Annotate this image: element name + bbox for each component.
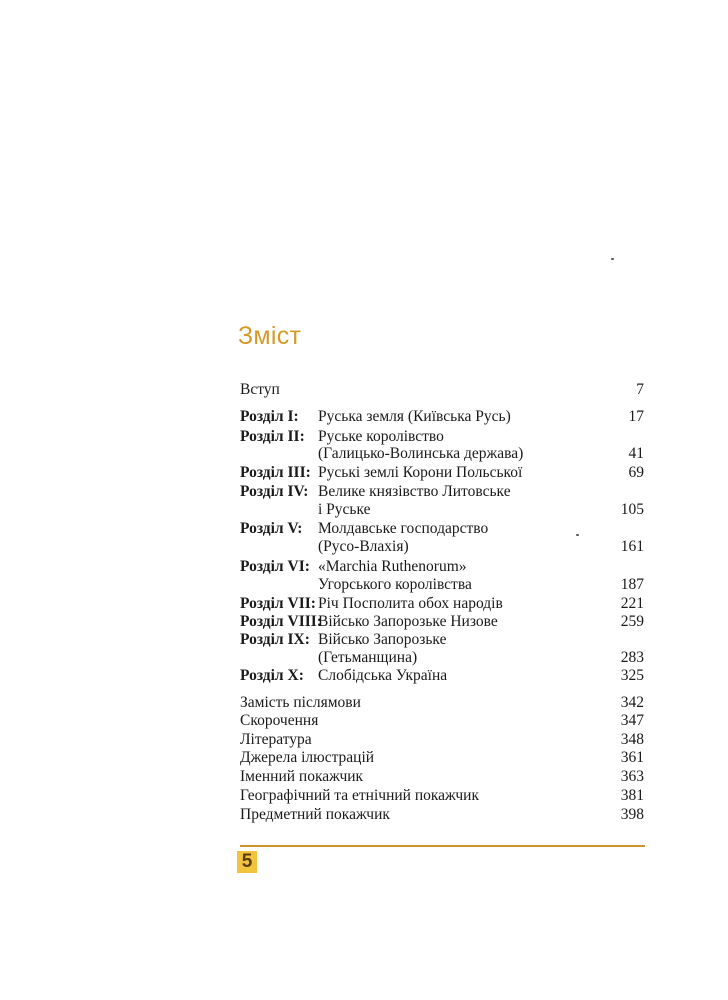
toc-entry-title: Предметний покажчик (240, 806, 390, 823)
toc-entry-title: Скорочення (240, 712, 319, 729)
toc-entry-title: Іменний покажчик (240, 768, 364, 785)
toc-entry-page: 105 (620, 501, 644, 518)
toc-entry-page: 342 (620, 694, 644, 711)
toc-entry-title: Молдавське господарство (318, 520, 489, 537)
toc-entry-page: 347 (620, 712, 644, 729)
toc-entry-name-index (240, 767, 644, 787)
toc-entry-chapter-4 (240, 482, 644, 502)
toc-entry-label: Розділ VII: (240, 595, 316, 612)
toc-entry-page: 259 (620, 613, 644, 630)
toc-entry-afterword (240, 693, 644, 713)
toc-entry-illustration-sources (240, 748, 644, 768)
toc-entry-intro (240, 380, 644, 400)
toc-entry-chapter-2-cont (240, 444, 644, 464)
toc-entry-title: Військо Запорозьке (318, 631, 447, 648)
toc-entry-page: 69 (628, 464, 644, 481)
toc-entry-chapter-7 (240, 594, 644, 614)
toc-entry-label: Розділ II: (240, 428, 305, 445)
toc-entry-chapter-4-cont (240, 500, 644, 520)
toc-entry-page: 325 (620, 667, 644, 684)
toc-entry-label: Розділ III: (240, 464, 311, 481)
toc-entry-title: Вступ (240, 381, 280, 398)
toc-entry-page: 348 (620, 731, 644, 748)
toc-entry-literature (240, 730, 644, 750)
toc-entry-abbreviations (240, 711, 644, 731)
toc-entry-title: Слобідська Україна (318, 667, 448, 684)
toc-entry-subject-index (240, 805, 644, 825)
toc-entry-label: Розділ I: (240, 408, 299, 425)
toc-entry-title: (Галицько-Волинська держава) (318, 445, 524, 462)
toc-entry-page: 398 (620, 806, 644, 823)
toc-entry-page: 7 (636, 381, 644, 398)
toc-entry-chapter-8 (240, 612, 644, 632)
toc-entry-chapter-9 (240, 630, 644, 650)
toc-entry-title: Руська земля (Київська Русь) (318, 408, 511, 425)
toc-entry-label: Розділ IX: (240, 631, 310, 648)
toc-entry-page: 187 (620, 576, 644, 593)
toc-entry-page: 363 (620, 768, 644, 785)
footer-divider (240, 845, 645, 847)
toc-entry-page: 41 (628, 445, 644, 462)
toc-entry-chapter-1 (240, 407, 644, 427)
toc-entry-title: Руські землі Корони Польської (318, 464, 523, 481)
toc-entry-page: 283 (620, 649, 644, 666)
toc-entry-label: Розділ V: (240, 520, 303, 537)
toc-entry-label: Розділ IV: (240, 483, 309, 500)
toc-entry-title: Література (240, 731, 312, 748)
toc-entry-title: Військо Запорозьке Низове (318, 613, 498, 630)
toc-entry-chapter-5-cont (240, 537, 644, 557)
toc-entry-page: 381 (620, 787, 644, 804)
toc-entry-title: Замість післямови (240, 694, 361, 711)
toc-entry-chapter-5 (240, 519, 644, 539)
toc-entry-title: Географічний та етнічний покажчик (240, 787, 479, 804)
toc-entry-page: 161 (620, 538, 644, 555)
toc-entry-chapter-6-cont (240, 575, 644, 595)
toc-entry-title: Угорського королівства (318, 576, 472, 593)
toc-entry-title: (Гетьманщина) (318, 649, 418, 666)
scan-speck (611, 258, 614, 260)
page-title: Зміст (238, 322, 302, 350)
toc-entry-page: 221 (620, 595, 644, 612)
toc-entry-title: Джерела ілюстрацій (240, 749, 375, 766)
toc-entry-title: Велике князівство Литовське (318, 483, 511, 500)
toc-entry-chapter-6 (240, 557, 644, 577)
toc-entry-chapter-3 (240, 463, 644, 483)
toc-entry-chapter-9-cont (240, 648, 644, 668)
toc-entry-title: «Marchia Ruthenorum» (318, 558, 467, 575)
toc-entry-page: 17 (628, 408, 644, 425)
toc-entry-page: 361 (620, 749, 644, 766)
toc-entry-title: (Русо-Влахія) (318, 538, 409, 555)
toc-entry-title: Річ Посполита обох народів (318, 595, 503, 612)
toc-entry-title: Руське королівство (318, 428, 444, 445)
toc-entry-label: Розділ X: (240, 667, 304, 684)
toc-entry-label: Розділ VIII: (240, 613, 322, 630)
toc-entry-label: Розділ VI: (240, 558, 310, 575)
toc-entry-title: і Руське (318, 501, 371, 518)
page-number: 5 (237, 851, 257, 873)
toc-entry-geographic-index (240, 786, 644, 806)
toc-entry-chapter-10 (240, 666, 644, 686)
